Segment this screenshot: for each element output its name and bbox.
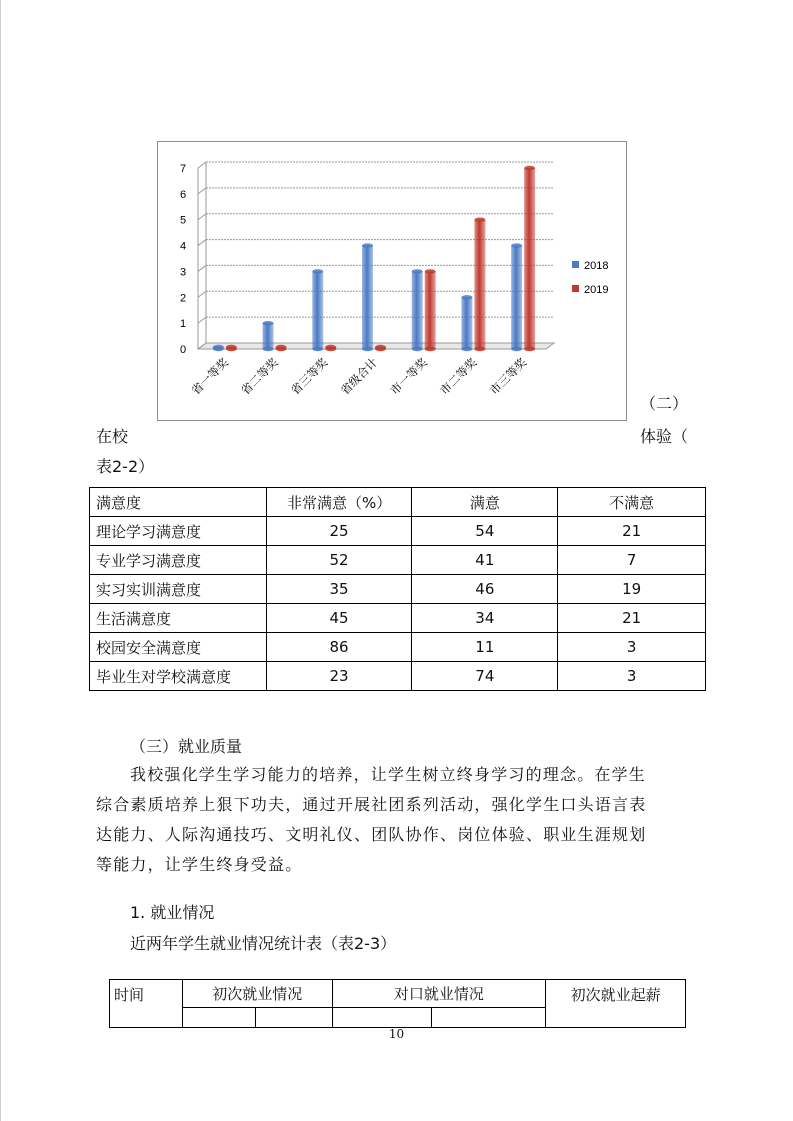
y-tick-label: 4 — [180, 240, 187, 253]
row-very-satisfied: 86 — [266, 633, 412, 662]
bar-2019 — [474, 220, 485, 349]
row-item: 理论学习满意度 — [90, 517, 267, 546]
gridline-slant — [198, 317, 206, 323]
section-2-title-right: 体验（ — [640, 427, 689, 446]
header-satisfied: 满意 — [412, 488, 558, 517]
row-item: 专业学习满意度 — [90, 546, 267, 575]
y-tick-label: 0 — [180, 344, 187, 356]
y-tick-label: 7 — [180, 163, 187, 175]
section-2-number: （二） — [640, 394, 689, 413]
bar-base-2019 — [276, 347, 287, 351]
row-unsatisfied: 19 — [558, 575, 706, 604]
gridline-slant — [198, 265, 206, 271]
table-row — [90, 633, 706, 662]
paragraph-line: 等能力，让学生终身受益。 — [96, 855, 303, 874]
row-satisfied: 46 — [412, 575, 558, 604]
bar-top-2018 — [362, 243, 373, 247]
bar-base-2019 — [375, 347, 386, 351]
bar-top-2018 — [412, 269, 423, 273]
employment-table — [109, 979, 686, 1028]
page-edge — [0, 0, 1, 1121]
row-very-satisfied: 45 — [266, 604, 412, 633]
header-very-satisfied: 非常满意（%） — [266, 488, 412, 517]
table-header-row — [90, 488, 706, 517]
body-paragraph — [96, 760, 696, 880]
row-unsatisfied: 21 — [558, 604, 706, 633]
y-tick-label: 1 — [180, 318, 187, 331]
row-satisfied: 34 — [412, 604, 558, 633]
paragraph-line: 我校强化学生学习能力的培养，让学生树立终身学习的理念。在学生 — [130, 765, 647, 784]
bar-2018 — [412, 271, 423, 349]
legend-label: 2018 — [584, 260, 609, 272]
bar-base-2018 — [412, 347, 423, 351]
paragraph-line: 综合素质培养上狠下功夫，通过开展社团系列活动，强化学生口头语言表 — [96, 795, 647, 814]
table-cell — [332, 1008, 432, 1028]
bar-top-2019 — [524, 166, 535, 170]
table-row — [90, 575, 706, 604]
table-header-row — [110, 980, 686, 1008]
header-first-employment: 初次就业情况 — [182, 980, 332, 1008]
satisfaction-table-body — [90, 488, 706, 691]
row-satisfied: 54 — [412, 517, 558, 546]
row-unsatisfied: 3 — [558, 633, 706, 662]
bar-base-2019 — [474, 347, 485, 351]
y-tick-label: 5 — [180, 214, 187, 227]
header-matched-employment: 对口就业情况 — [332, 980, 546, 1008]
award-chart-svg — [158, 142, 626, 420]
header-item: 满意度 — [90, 488, 267, 517]
gridline-slant — [198, 188, 206, 194]
bar-base-2019 — [425, 347, 436, 351]
section-2-title-left: 在校 — [96, 427, 129, 446]
bar-2019 — [524, 168, 535, 349]
bar-base-2018 — [461, 347, 472, 351]
bar-2018 — [263, 323, 274, 349]
bar-base-2018 — [263, 347, 274, 351]
header-unsatisfied: 不满意 — [558, 488, 706, 517]
row-item: 校园安全满意度 — [90, 633, 267, 662]
x-tick-label: 省三等奖 — [287, 355, 331, 398]
x-tick-label: 省级合计 — [337, 355, 381, 398]
bar-base-2018 — [312, 347, 323, 351]
x-tick-label: 市二等奖 — [437, 355, 480, 398]
bar-2018 — [511, 246, 522, 349]
bar-top-2019 — [474, 218, 485, 222]
table-row — [90, 546, 706, 575]
legend-swatch — [572, 261, 579, 268]
legend-label: 2019 — [584, 284, 609, 296]
x-tick-label: 省二等奖 — [238, 355, 281, 398]
row-item: 实习实训满意度 — [90, 575, 267, 604]
bar-base-2018 — [213, 347, 224, 351]
row-item: 生活满意度 — [90, 604, 267, 633]
row-unsatisfied: 7 — [558, 546, 706, 575]
paragraph-line: 达能力、人际沟通技巧、文明礼仪、团队协作、岗位体验、职业生涯规划 — [96, 825, 647, 844]
bar-base-2019 — [325, 347, 336, 351]
row-very-satisfied: 25 — [266, 517, 412, 546]
y-tick-label: 6 — [180, 188, 187, 201]
bar-top-2018 — [511, 243, 522, 247]
table-row — [90, 604, 706, 633]
y-tick-label: 2 — [180, 292, 187, 305]
bar-2018 — [461, 297, 472, 349]
row-unsatisfied: 3 — [558, 662, 706, 691]
gridline-slant — [198, 240, 206, 246]
x-tick-label: 省一等奖 — [188, 355, 231, 398]
bar-top-2018 — [263, 321, 274, 325]
row-satisfied: 74 — [412, 662, 558, 691]
bar-2018 — [312, 271, 323, 349]
bar-2019 — [425, 271, 436, 349]
table-cell — [432, 1008, 546, 1028]
row-very-satisfied: 52 — [266, 546, 412, 575]
bar-top-2019 — [425, 269, 436, 273]
table-row — [90, 662, 706, 691]
row-unsatisfied: 21 — [558, 517, 706, 546]
row-very-satisfied: 23 — [266, 662, 412, 691]
header-starting-salary: 初次就业起薪 — [546, 980, 686, 1028]
award-bar-chart — [157, 141, 627, 421]
header-time: 时间 — [110, 980, 183, 1028]
table-row — [90, 517, 706, 546]
gridline-slant — [198, 214, 206, 220]
subsection-heading: 1. 就业情况 — [130, 903, 215, 922]
row-satisfied: 11 — [412, 633, 558, 662]
bar-top-2018 — [312, 269, 323, 273]
row-satisfied: 41 — [412, 546, 558, 575]
bar-base-2019 — [226, 347, 237, 351]
gridline-slant — [198, 162, 206, 168]
row-item: 毕业生对学校满意度 — [90, 662, 267, 691]
row-very-satisfied: 35 — [266, 575, 412, 604]
satisfaction-table — [89, 487, 706, 691]
section-3-heading: （三）就业质量 — [130, 737, 243, 756]
x-tick-label: 市一等奖 — [387, 355, 430, 398]
bar-base-2019 — [524, 347, 535, 351]
table-cell — [255, 1008, 332, 1028]
page-number: 10 — [388, 1027, 405, 1041]
table-2-3-caption: 近两年学生就业情况统计表（表2-3） — [130, 934, 397, 953]
y-tick-label: 3 — [180, 266, 187, 279]
table-cell — [182, 1008, 255, 1028]
gridline-slant — [198, 291, 206, 297]
bar-base-2018 — [511, 347, 522, 351]
legend-swatch — [572, 285, 579, 292]
bar-top-2018 — [461, 295, 472, 299]
x-tick-label: 市三等奖 — [486, 355, 530, 398]
bar-2018 — [362, 246, 373, 349]
table-2-2-caption: 表2-2） — [96, 457, 155, 476]
bar-base-2018 — [362, 347, 373, 351]
